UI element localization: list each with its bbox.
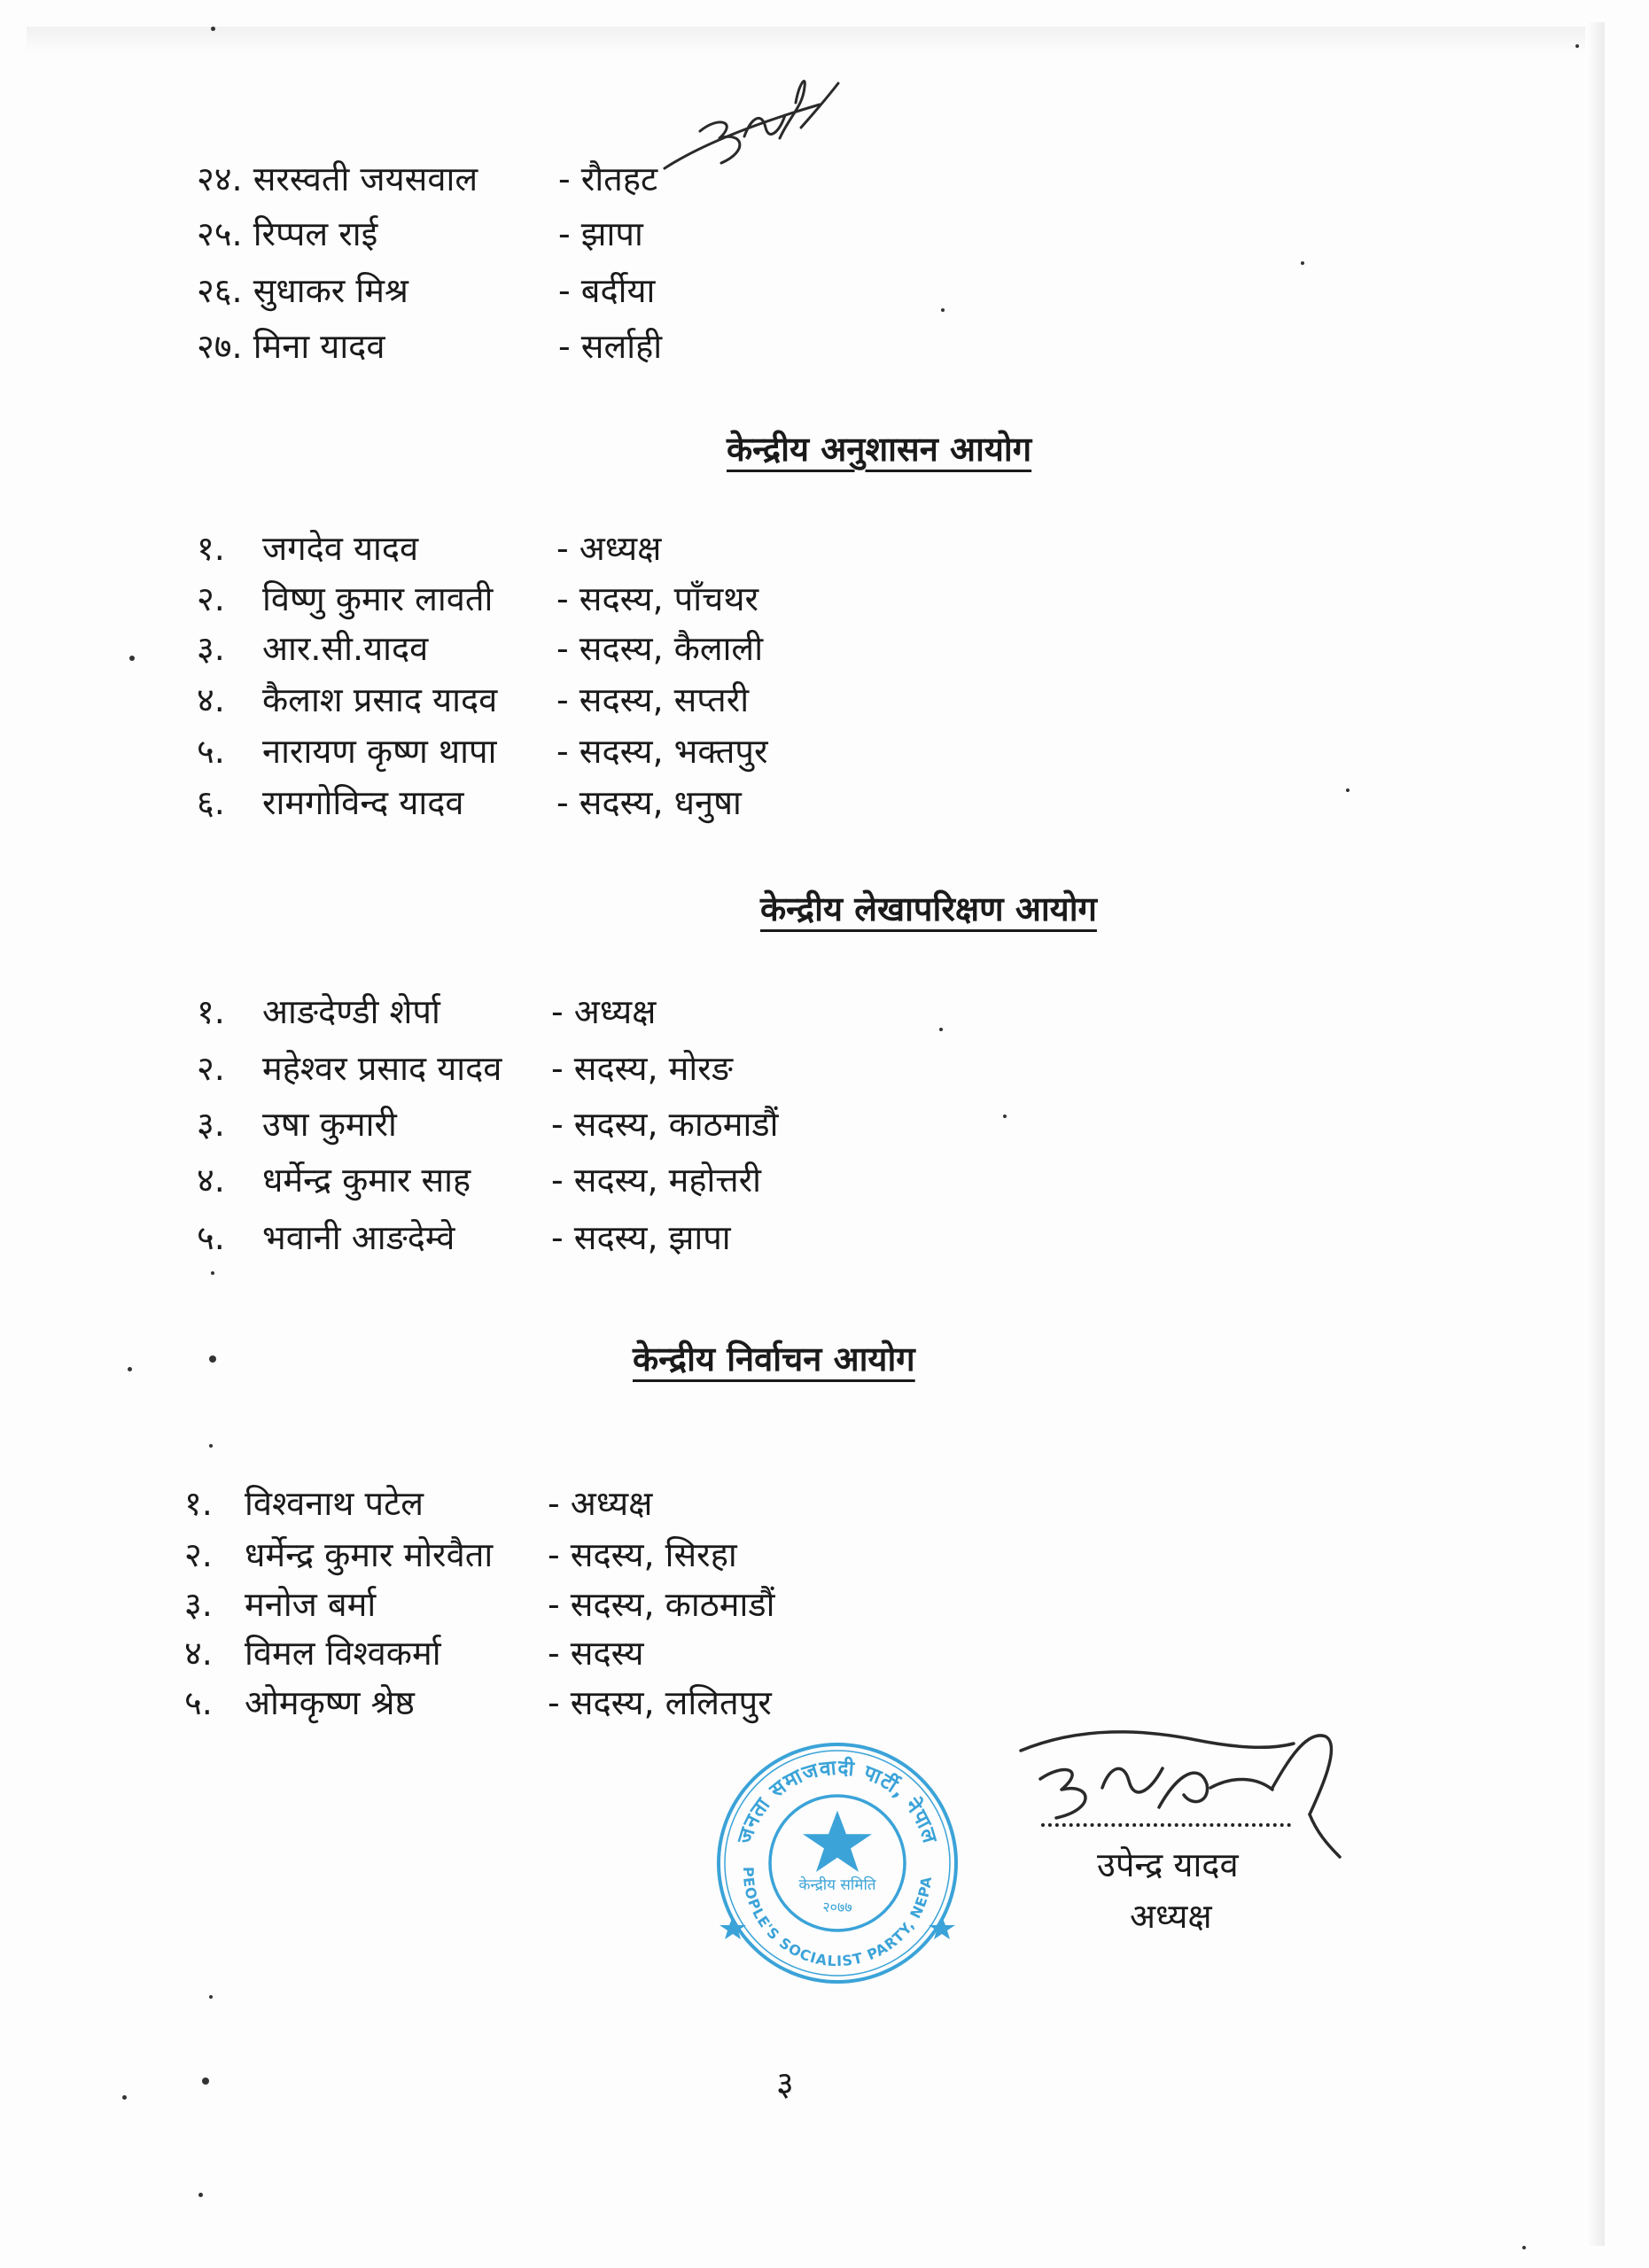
party-seal xyxy=(708,1726,961,1987)
member-detail: - बर्दीया xyxy=(558,271,656,310)
member-detail: - सदस्य, झापा xyxy=(551,1218,731,1257)
member-name: धर्मेन्द्र कुमार मोरवैता xyxy=(245,1535,494,1574)
member-name: धर्मेन्द्र कुमार साह xyxy=(262,1161,471,1200)
member-detail: - अध्यक्ष xyxy=(551,992,657,1031)
page-number: ३ xyxy=(776,2064,794,2103)
scan-speck xyxy=(211,1271,214,1275)
member-detail: - अध्यक्ष xyxy=(548,1484,653,1523)
member-detail: - सदस्य, सिरहा xyxy=(548,1535,737,1574)
handwritten-signature xyxy=(1010,1710,1347,1860)
item-number: २. xyxy=(197,1049,225,1088)
member-detail: - अध्यक्ष xyxy=(556,529,662,568)
item-number: १. xyxy=(184,1484,213,1523)
list-item xyxy=(197,159,478,198)
member-name: रामगोविन्द यादव xyxy=(262,783,464,822)
member-detail: - सदस्य, सप्तरी xyxy=(556,680,750,719)
scan-speck xyxy=(211,27,215,31)
member-name: ओमकृष्ण श्रेष्ठ xyxy=(245,1683,415,1722)
seal-center-text: केन्द्रीय समिति xyxy=(798,1876,876,1894)
item-number: २. xyxy=(197,579,225,618)
list-item xyxy=(197,271,408,310)
scan-speck xyxy=(198,2193,203,2197)
member-name: मनोज बर्मा xyxy=(245,1585,377,1624)
seal-year: २०७७ xyxy=(822,1899,852,1915)
member-name: सरस्वती जयसवाल xyxy=(253,159,478,198)
item-number: ३. xyxy=(197,1105,225,1144)
item-number: ३. xyxy=(197,629,225,668)
seal-top-text: जनता समाजवादी पार्टी, नेपाल xyxy=(733,1756,942,1847)
member-name: विष्णु कुमार लावती xyxy=(262,579,494,618)
member-name: रिप्पल राई xyxy=(253,214,378,253)
member-detail: - सदस्य xyxy=(548,1634,644,1673)
item-number: २६. xyxy=(197,271,243,310)
item-number: ३. xyxy=(184,1585,213,1624)
signatory-name: उपेन्द्र यादव xyxy=(1097,1845,1239,1884)
member-name: विमल विश्वकर्मा xyxy=(245,1634,441,1673)
scan-speck xyxy=(122,2095,127,2100)
member-detail: - सर्लाही xyxy=(558,327,663,366)
scan-speck xyxy=(202,2078,209,2085)
member-name: जगदेव यादव xyxy=(262,529,419,568)
member-detail: - सदस्य, मोरङ xyxy=(551,1049,733,1088)
seal-bottom-text: PEOPLE'S SOCIALIST PARTY, NEPAL xyxy=(708,1726,936,1970)
scan-speck xyxy=(1522,2246,1526,2249)
item-number: २४. xyxy=(197,159,243,198)
item-number: ४. xyxy=(184,1634,213,1673)
signatory-title: अध्यक्ष xyxy=(1130,1897,1212,1936)
item-number: ४. xyxy=(197,680,225,719)
scan-shadow-top xyxy=(27,27,1604,53)
member-name: सुधाकर मिश्र xyxy=(253,271,408,310)
section-heading: केन्द्रीय लेखापरिक्षण आयोग xyxy=(760,889,1097,928)
scan-speck xyxy=(209,1355,216,1363)
member-detail: - सदस्य, कैलाली xyxy=(556,629,764,668)
member-name: कैलाश प्रसाद यादव xyxy=(262,680,498,719)
item-number: ५. xyxy=(184,1683,213,1722)
item-number: २५. xyxy=(197,214,243,253)
seal-star-icon xyxy=(803,1811,872,1872)
item-number: ४. xyxy=(197,1161,225,1200)
scan-speck xyxy=(129,656,135,661)
member-name: महेश्वर प्रसाद यादव xyxy=(262,1049,502,1088)
scan-speck xyxy=(1003,1115,1007,1118)
scan-shadow-right xyxy=(1585,22,1605,2246)
item-number: ५. xyxy=(197,732,225,771)
item-number: १. xyxy=(197,529,225,568)
initials-signature xyxy=(638,53,842,186)
item-number: ५. xyxy=(197,1218,225,1257)
member-detail: - सदस्य, महोत्तरी xyxy=(551,1161,762,1200)
section-heading: केन्द्रीय निर्वाचन आयोग xyxy=(633,1340,915,1379)
scan-speck xyxy=(1346,788,1350,792)
member-name: नारायण कृष्ण थापा xyxy=(262,732,497,771)
member-detail: - सदस्य, काठमाडौं xyxy=(551,1105,779,1144)
signature-line xyxy=(1041,1823,1291,1827)
item-number: ६. xyxy=(197,783,225,822)
list-item xyxy=(197,327,385,366)
section-heading: केन्द्रीय अनुशासन आयोग xyxy=(727,430,1032,469)
member-name: उषा कुमारी xyxy=(262,1105,397,1144)
scan-speck xyxy=(1575,44,1579,48)
member-name: भवानी आङदेम्वे xyxy=(262,1218,455,1257)
member-detail: - रौतहट xyxy=(558,159,658,198)
member-detail: - सदस्य, ललितपुर xyxy=(548,1683,772,1722)
scan-speck xyxy=(128,1367,132,1371)
member-name: विश्वनाथ पटेल xyxy=(245,1484,424,1523)
member-detail: - सदस्य, काठमाडौं xyxy=(548,1585,775,1624)
list-item xyxy=(197,214,378,253)
scan-speck xyxy=(939,1028,943,1031)
item-number: १. xyxy=(197,992,225,1031)
scan-speck xyxy=(1301,261,1304,265)
member-name: मिना यादव xyxy=(253,327,385,366)
member-name: आङदेण्डी शेर्पा xyxy=(262,992,440,1031)
member-detail: - सदस्य, भक्तपुर xyxy=(556,732,768,771)
member-detail: - झापा xyxy=(558,214,643,253)
item-number: २. xyxy=(184,1535,213,1574)
scan-speck xyxy=(209,1444,213,1448)
member-detail: - सदस्य, धनुषा xyxy=(556,783,742,822)
scan-speck xyxy=(941,308,945,312)
item-number: २७. xyxy=(197,327,243,366)
member-detail: - सदस्य, पाँचथर xyxy=(556,579,759,618)
scan-speck xyxy=(209,1995,213,1999)
member-name: आर.सी.यादव xyxy=(262,629,429,668)
